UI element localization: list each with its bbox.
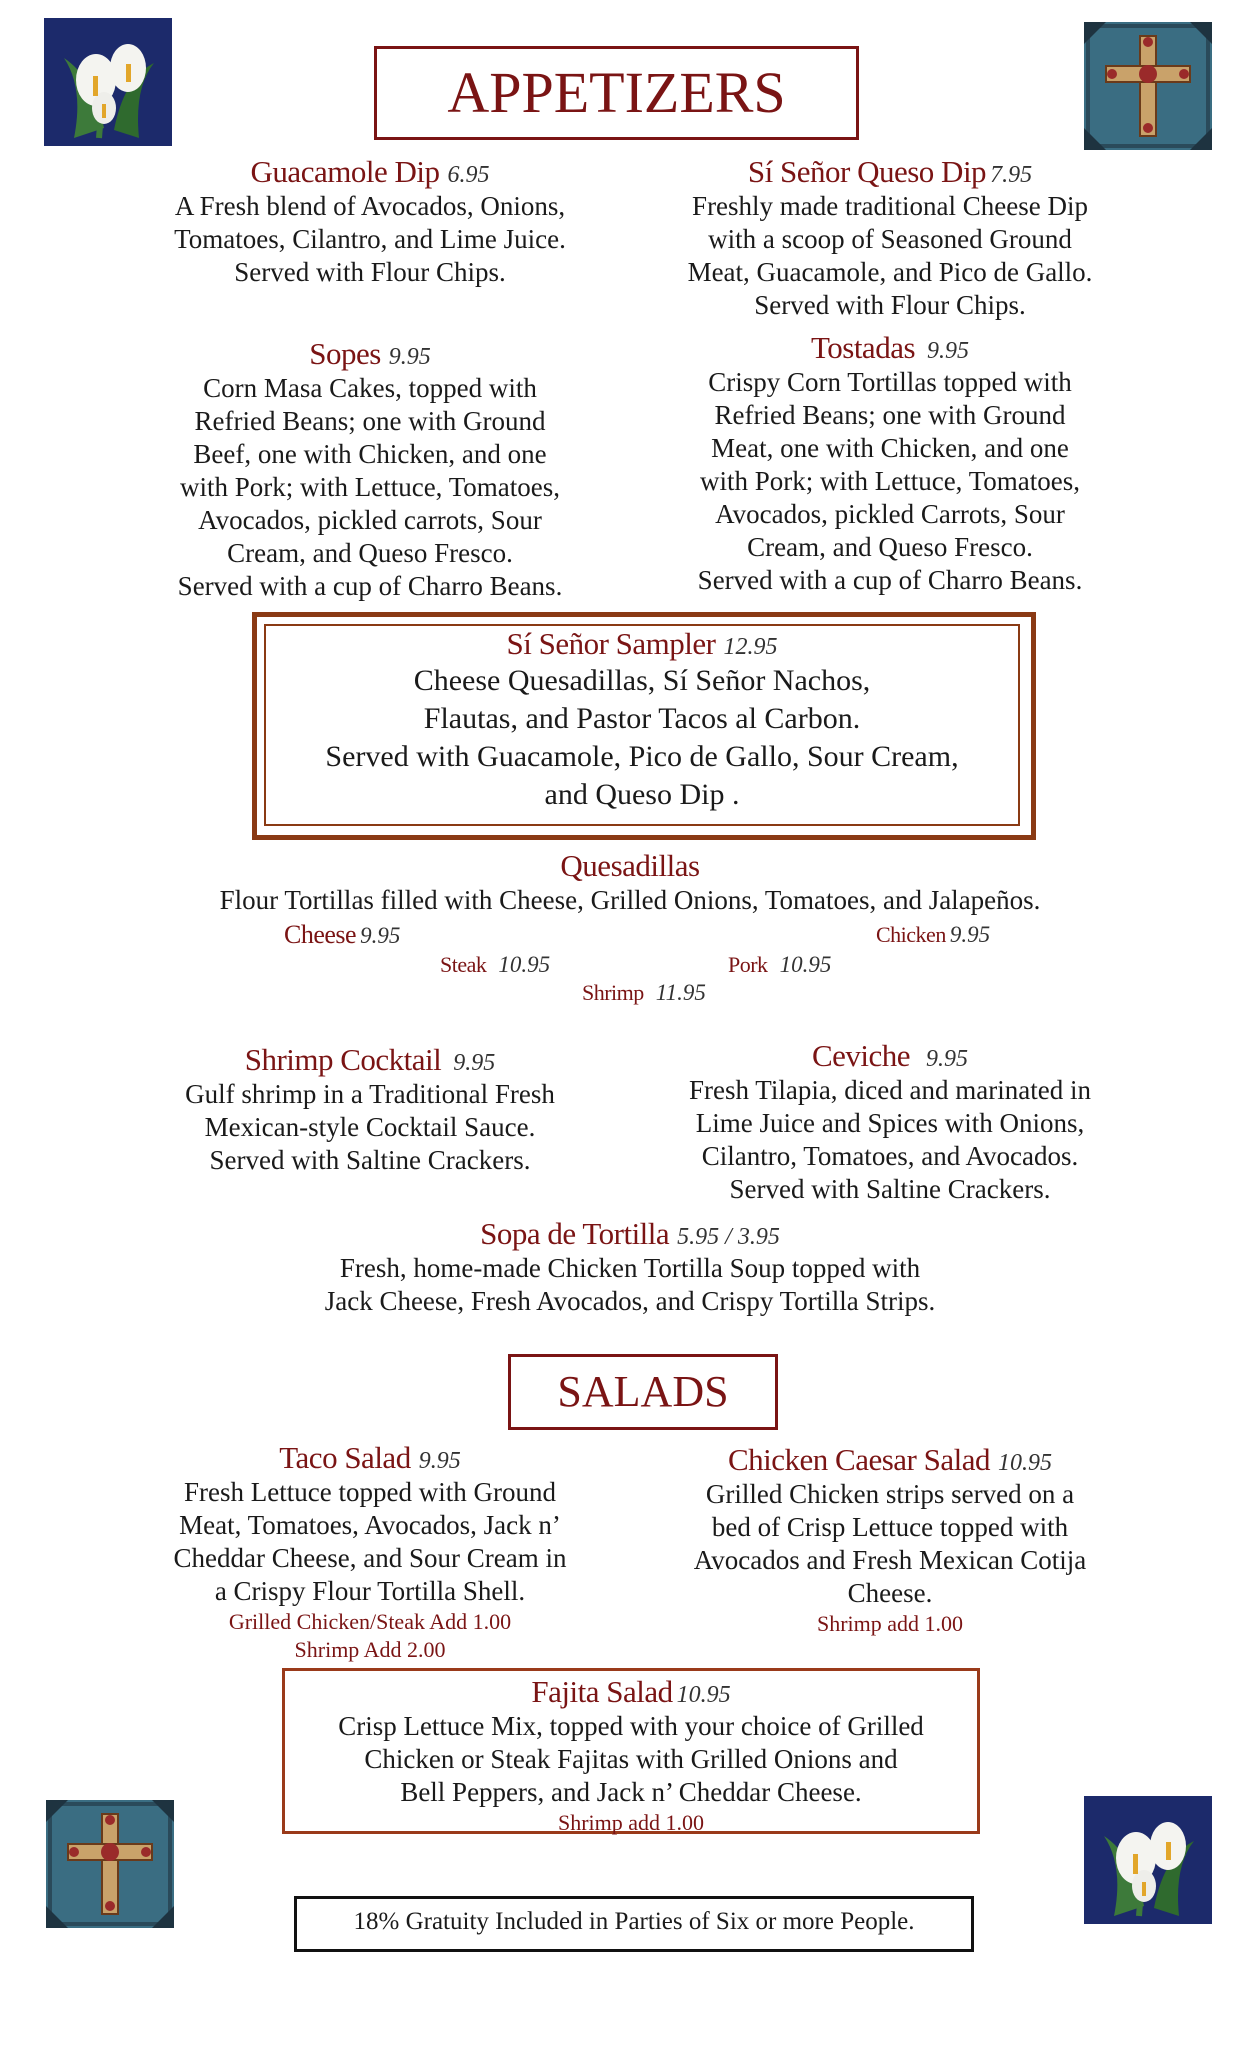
desc-line: with Pork; with Lettuce, Tomatoes, (179, 472, 561, 502)
item-price: 9.95 (927, 338, 970, 364)
item-price: 9.95 (926, 1046, 969, 1072)
quesadilla-option-chicken (876, 922, 990, 948)
desc-line: Freshly made traditional Cheese Dip (692, 191, 1088, 221)
desc-line: Cheddar Cheese, and Sour Cream in (173, 1543, 567, 1573)
item-name: Guacamole Dip (250, 154, 440, 189)
desc-line: Flour Tortillas filled with Cheese, Grilled Onions, Tomatoes, and Jalapeños. (219, 885, 1041, 915)
desc-line: Served with Saltine Crackers. (729, 1174, 1051, 1204)
desc-line: Fresh Lettuce topped with Ground (184, 1477, 556, 1507)
item-price: 10.95 (676, 1682, 731, 1708)
desc-line: Refried Beans; one with Ground (194, 406, 546, 436)
desc-line: Served with a cup of Charro Beans. (177, 571, 563, 601)
menu-item-ceviche (660, 1038, 1120, 1206)
desc-line: Avocados, pickled Carrots, Sour (715, 499, 1065, 529)
item-name: Ceviche (811, 1038, 911, 1073)
desc-line: Cream, and Queso Fresco. (747, 532, 1033, 562)
addon-line: Shrimp add 1.00 (557, 1810, 705, 1835)
option-label: Chicken (876, 922, 946, 947)
option-label: Pork (728, 952, 768, 977)
option-price: 9.95 (360, 923, 401, 948)
item-name: Sopa de Tortilla (480, 1216, 670, 1251)
menu-item-guacamole (140, 154, 600, 289)
salads-heading-box (508, 1354, 778, 1430)
desc-line: Cilantro, Tomatoes, and Avocados. (701, 1141, 1079, 1171)
item-price: 9.95 (453, 1050, 496, 1076)
quesadilla-option-pork (728, 952, 831, 978)
item-name: Sopes (309, 336, 381, 371)
quesadilla-option-shrimp (582, 980, 706, 1006)
addon-line: Shrimp Add 2.00 (294, 1637, 446, 1662)
item-price: 10.95 (998, 1450, 1053, 1476)
desc-line: Bell Peppers, and Jack n’ Cheddar Cheese. (400, 1777, 862, 1807)
desc-line: Crispy Corn Tortillas topped with (708, 367, 1072, 397)
item-price: 12.95 (723, 634, 778, 660)
desc-line: and Queso Dip . (544, 778, 740, 811)
desc-line: Served with Saltine Crackers. (209, 1145, 531, 1175)
menu-item-chicken-caesar-salad (660, 1442, 1120, 1638)
item-price: 9.95 (388, 344, 431, 370)
item-price: 9.95 (418, 1448, 461, 1474)
quesadilla-option-steak (440, 952, 550, 978)
item-name: Tostadas (810, 330, 916, 365)
menu-item-taco-salad (140, 1440, 600, 1664)
menu-item-sopa-de-tortilla (140, 1216, 1120, 1318)
desc-line: Meat, one with Chicken, and one (711, 433, 1069, 463)
gratuity-notice: 18% Gratuity Included in Parties of Six or more People. (353, 1908, 915, 1935)
option-price: 10.95 (498, 952, 551, 977)
desc-line: Refried Beans; one with Ground (714, 400, 1066, 430)
desc-line: Lime Juice and Spices with Onions, (695, 1108, 1085, 1138)
menu-item-sopes (140, 336, 600, 603)
quesadilla-option-cheese (284, 920, 400, 950)
calla-lily-tile-icon (1084, 1796, 1212, 1924)
desc-line: Served with Flour Chips. (234, 257, 506, 287)
desc-line: Gulf shrimp in a Traditional Fresh (185, 1079, 555, 1109)
item-name: Sí Señor Queso Dip (747, 154, 987, 189)
desc-line: bed of Crisp Lettuce topped with (711, 1512, 1069, 1542)
desc-line: Served with Guacamole, Pico de Gallo, Sour Cream, (325, 740, 959, 773)
option-label: Shrimp (582, 980, 644, 1005)
menu-item-quesadillas (140, 848, 1120, 917)
cross-tile-icon (46, 1800, 174, 1928)
desc-line: Mexican-style Cocktail Sauce. (204, 1112, 536, 1142)
item-price: 6.95 (447, 162, 490, 188)
menu-item-sampler (264, 626, 1020, 814)
desc-line: Tomatoes, Cilantro, and Lime Juice. (174, 224, 566, 254)
desc-line: Avocados and Fresh Mexican Cotija (693, 1545, 1087, 1575)
desc-line: Corn Masa Cakes, topped with (203, 373, 537, 403)
desc-line: Meat, Guacamole, and Pico de Gallo. (687, 257, 1093, 287)
appetizers-heading-box (374, 46, 859, 140)
item-name: Chicken Caesar Salad (727, 1442, 991, 1477)
desc-line: Cheese Quesadillas, Sí Señor Nachos, (413, 664, 871, 697)
menu-item-tostadas (660, 330, 1120, 597)
desc-line: with Pork; with Lettuce, Tomatoes, (699, 466, 1081, 496)
option-label: Cheese (284, 920, 357, 949)
item-price: 7.95 (990, 162, 1033, 188)
item-price: 5.95 / 3.95 (677, 1224, 780, 1250)
desc-line: Fresh, home-made Chicken Tortilla Soup topped with (339, 1253, 921, 1283)
item-name: Quesadillas (560, 848, 700, 883)
desc-line: A Fresh blend of Avocados, Onions, (174, 191, 566, 221)
desc-line: Served with a cup of Charro Beans. (697, 565, 1083, 595)
option-price: 11.95 (655, 980, 706, 1005)
addon-line: Grilled Chicken/Steak Add 1.00 (228, 1609, 512, 1634)
desc-line: with a scoop of Seasoned Ground (708, 224, 1072, 254)
appetizers-heading: APPETIZERS (447, 60, 786, 125)
item-name: Fajita Salad (531, 1674, 673, 1709)
menu-item-fajita-salad (285, 1674, 977, 1837)
desc-line: Beef, one with Chicken, and one (193, 439, 547, 469)
desc-line: Meat, Tomatoes, Avocados, Jack n’ (179, 1510, 561, 1540)
desc-line: Jack Cheese, Fresh Avocados, and Crispy Tortilla Strips. (324, 1286, 936, 1316)
desc-line: Cream, and Queso Fresco. (227, 538, 513, 568)
calla-lily-tile-icon (44, 18, 172, 146)
cross-tile-icon (1084, 22, 1212, 150)
desc-line: Served with Flour Chips. (754, 290, 1026, 320)
addon-line: Shrimp add 1.00 (816, 1611, 964, 1636)
desc-line: a Crispy Flour Tortilla Shell. (214, 1576, 526, 1606)
option-label: Steak (440, 952, 487, 977)
option-price: 9.95 (949, 922, 991, 947)
menu-item-shrimp-cocktail (140, 1042, 600, 1177)
menu-item-queso-dip (660, 154, 1120, 322)
desc-line: Avocados, pickled carrots, Sour (198, 505, 542, 535)
desc-line: Crisp Lettuce Mix, topped with your choice of Grilled (338, 1711, 924, 1741)
desc-line: Chicken or Steak Fajitas with Grilled Onions and (364, 1744, 898, 1774)
desc-line: Grilled Chicken strips served on a (705, 1479, 1075, 1509)
item-name: Sí Señor Sampler (506, 626, 716, 661)
desc-line: Cheese. (847, 1578, 933, 1608)
salads-heading: SALADS (557, 1367, 729, 1416)
item-name: Taco Salad (279, 1440, 411, 1475)
item-name: Shrimp Cocktail (244, 1042, 442, 1077)
desc-line: Fresh Tilapia, diced and marinated in (689, 1075, 1091, 1105)
option-price: 10.95 (779, 952, 832, 977)
desc-line: Flautas, and Pastor Tacos al Carbon. (423, 702, 861, 735)
